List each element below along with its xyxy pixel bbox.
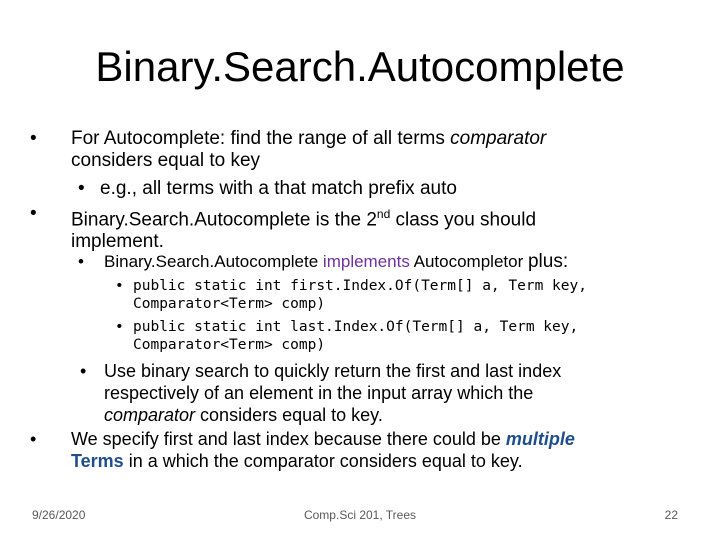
code-1-line1: public static int first.Index.Of(Term[] a, Term key,	[133, 278, 587, 294]
bullet-2-sub	[78, 252, 708, 272]
implements-keyword: implements	[322, 252, 410, 271]
bullet-2-text-b: class you should	[390, 209, 537, 231]
code-bullet-1	[115, 277, 715, 313]
bullet-2-line2: implement.	[71, 231, 164, 253]
terms-emphasis: Terms	[71, 451, 124, 471]
footer-date: 9/26/2020	[32, 508, 86, 522]
bullet-1	[30, 128, 710, 172]
bullet-2-sub-2-line1: Use binary search to quickly return the first and last index	[104, 361, 562, 381]
bullet-3-text: We specify first and last index because there could be	[71, 429, 506, 449]
bullet-marker: •	[30, 429, 37, 449]
bullet-marker: •	[78, 178, 85, 199]
bullet-marker: •	[115, 319, 124, 335]
bullet-2	[30, 203, 710, 253]
bullet-2-sub-plus: plus:	[527, 251, 569, 272]
bullet-marker: •	[30, 128, 37, 149]
bullet-1-sub	[78, 178, 698, 200]
slide-title: Binary.Search.Autocomplete	[95, 43, 625, 90]
bullet-1-line2: considers equal to key	[71, 150, 261, 171]
footer-course: Comp.Sci 201, Trees	[303, 508, 417, 522]
code-2-line1: public static int last.Index.Of(Term[] a, Term key,	[133, 319, 579, 335]
code-bullet-2	[115, 318, 715, 354]
bullet-3	[30, 428, 715, 472]
bullet-marker: •	[78, 252, 84, 271]
bullet-2-text: Binary.Search.Autocomplete is the 2	[71, 209, 377, 231]
bullet-2-sup: nd	[376, 207, 391, 221]
bullet-2-sub-2-line3: considers equal to key.	[195, 405, 383, 425]
bullet-marker: •	[115, 278, 124, 294]
code-1-line2: Comparator<Term> comp)	[133, 296, 326, 312]
bullet-marker: •	[30, 203, 37, 224]
bullet-2-sub-2	[80, 360, 710, 426]
bullet-1-sub-text: e.g., all terms with a that match prefix auto	[100, 178, 457, 199]
code-2-line2: Comparator<Term> comp)	[133, 337, 326, 353]
bullet-1-text: For Autocomplete: find the range of all terms	[71, 128, 451, 149]
footer-page-number: 22	[664, 508, 678, 522]
bullet-3-text-b: in a which the comparator considers equal to key.	[123, 451, 523, 471]
bullet-1-italic: comparator	[450, 128, 547, 149]
bullet-2-sub-2-italic: comparator	[104, 405, 196, 425]
bullet-2-sub-2-line2: respectively of an element in the input array which the	[104, 383, 534, 403]
multiple-emphasis: multiple	[505, 429, 575, 449]
bullet-2-sub-text-b: Autocompletor	[409, 252, 528, 271]
bullet-marker: •	[80, 361, 87, 381]
bullet-2-sub-text: Binary.Search.Autocomplete	[104, 252, 323, 271]
